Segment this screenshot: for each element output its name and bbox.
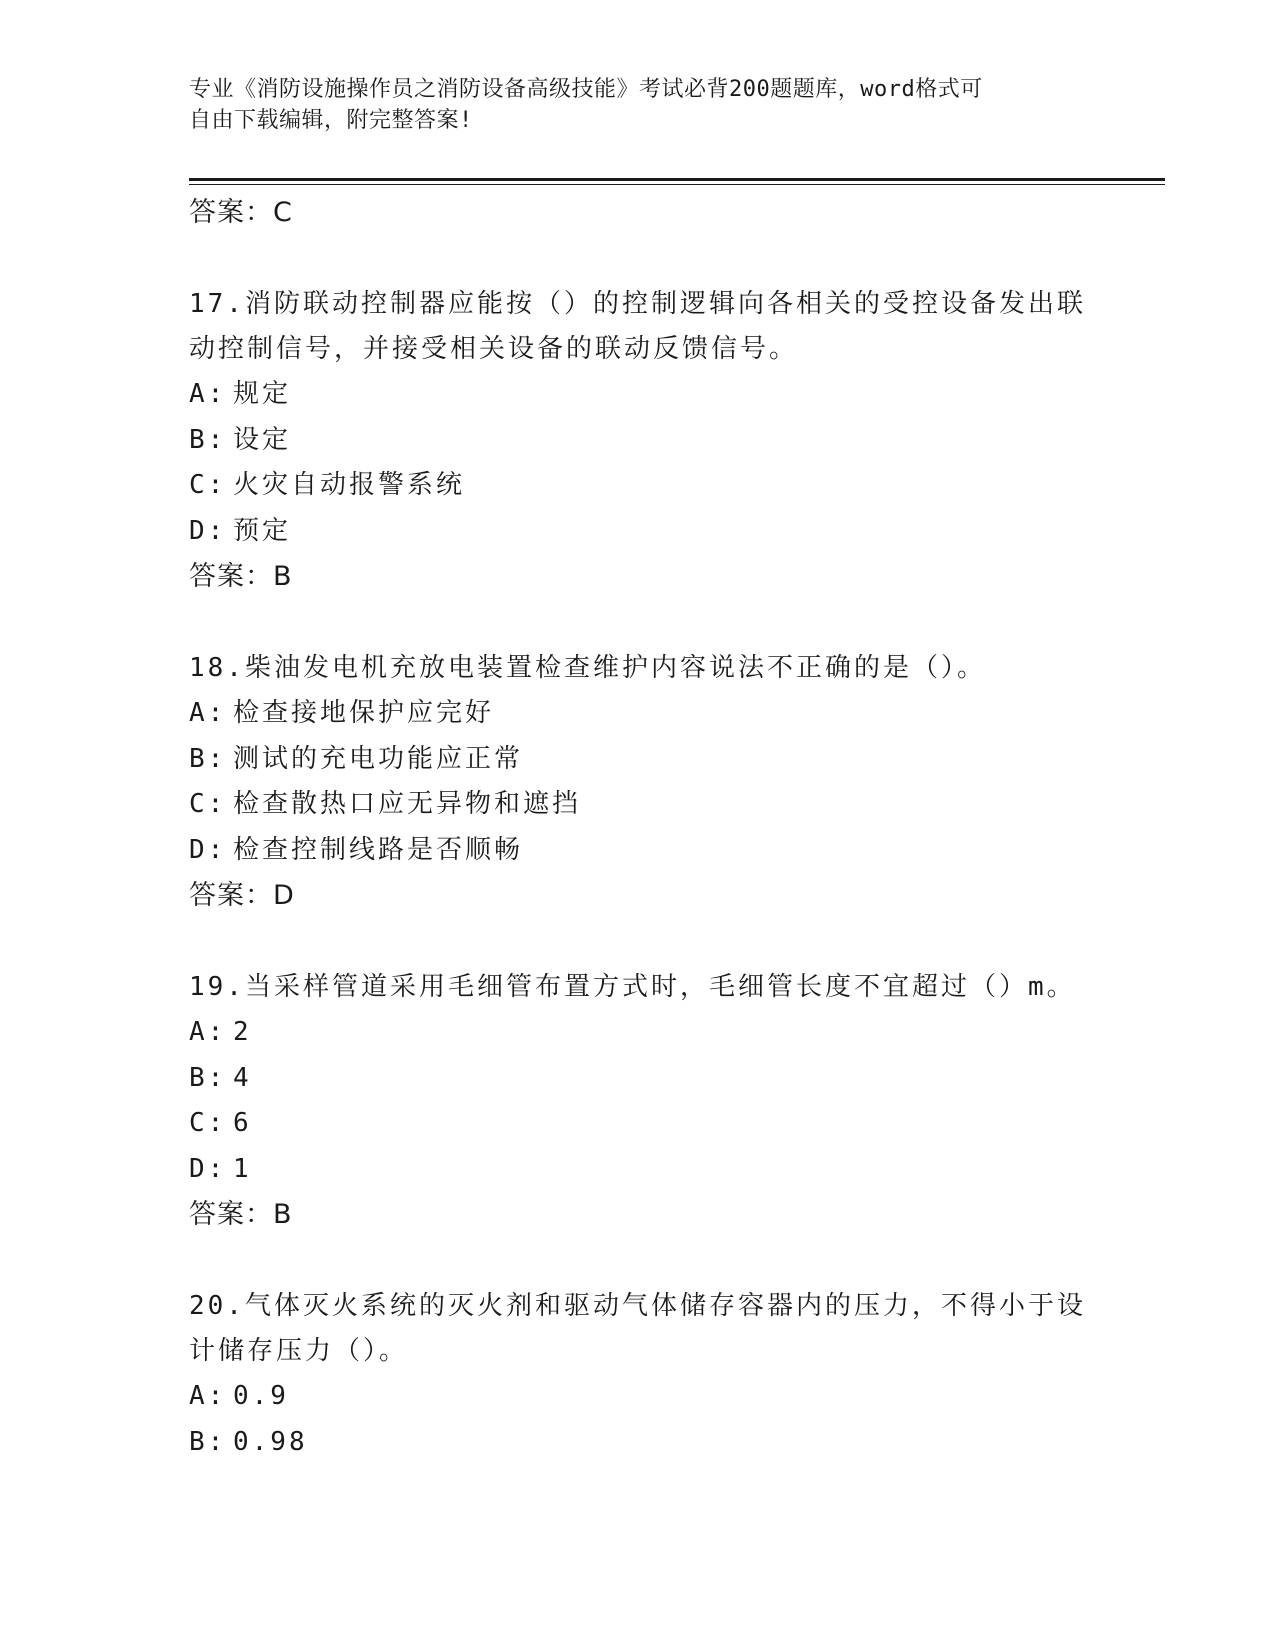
option-text: 6 — [233, 1108, 252, 1138]
question-18 — [189, 646, 1089, 918]
option-letter: A: — [189, 379, 227, 409]
answer-line — [189, 190, 1089, 235]
question-stem-line: 18.柴油发电机充放电装置检查维护内容说法不正确的是（）。 — [189, 653, 986, 683]
answer-label: 答案： — [189, 197, 273, 228]
option-text: 1 — [233, 1153, 252, 1184]
option-a — [189, 1010, 1089, 1056]
question-19 — [189, 965, 1089, 1237]
option-letter: A: — [189, 698, 227, 728]
question-stem-line: 19.当采样管道采用毛细管布置方式时，毛细管长度不宜超过（）m。 — [189, 972, 1076, 1002]
option-text: 设定 — [233, 424, 292, 455]
option-letter: B: — [189, 424, 227, 455]
question-stem-line: 17.消防联动控制器应能按（）的控制逻辑向各相关的受控设备发出联 — [189, 289, 1086, 319]
option-d — [189, 1147, 1089, 1193]
option-letter: B: — [189, 1062, 227, 1093]
question-list — [189, 190, 1089, 1465]
answer-line — [189, 873, 1089, 918]
option-a — [189, 372, 1089, 418]
header-divider-thin — [189, 184, 1165, 185]
option-b — [189, 1056, 1089, 1102]
question-stem-line: 动控制信号，并接受相关设备的联动反馈信号。 — [189, 334, 799, 364]
question-stem-line: 20.气体灭火系统的灭火剂和驱动气体储存容器内的压力，不得小于设 — [189, 1291, 1086, 1321]
option-letter: D: — [189, 1153, 227, 1184]
option-text: 测试的充电功能应正常 — [233, 743, 524, 774]
option-letter: A: — [189, 1381, 227, 1411]
answer-value: D — [273, 880, 295, 911]
option-letter: B: — [189, 1426, 227, 1457]
option-text: 0.9 — [233, 1381, 289, 1411]
option-text: 2 — [233, 1017, 252, 1047]
option-text: 规定 — [233, 379, 292, 409]
answer-line — [189, 554, 1089, 599]
option-letter: D: — [189, 834, 227, 865]
option-a — [189, 1374, 1089, 1420]
answer-label: 答案： — [189, 561, 273, 592]
option-letter: B: — [189, 743, 227, 774]
header-line-2: 自由下载编辑，附完整答案! — [189, 108, 473, 133]
option-text: 检查接地保护应完好 — [233, 698, 495, 728]
answer-value: B — [273, 1199, 293, 1230]
option-letter: C: — [189, 1108, 227, 1138]
question-20 — [189, 1284, 1089, 1465]
answer-value: C — [273, 197, 293, 228]
option-letter: D: — [189, 515, 227, 546]
answer-label: 答案： — [189, 880, 273, 911]
option-text: 4 — [233, 1062, 252, 1093]
option-text: 预定 — [233, 515, 292, 546]
option-c — [189, 1101, 1089, 1147]
document-header — [189, 74, 1089, 136]
header-divider-thick — [189, 178, 1165, 181]
option-d — [189, 828, 1089, 874]
question-17 — [189, 282, 1089, 599]
header-line-1: 专业《消防设施操作员之消防设备高级技能》考试必背200题题库，word格式可 — [189, 77, 983, 102]
answer-value: B — [273, 561, 293, 592]
option-b — [189, 418, 1089, 464]
option-text: 检查控制线路是否顺畅 — [233, 834, 524, 865]
option-letter: C: — [189, 470, 227, 500]
option-letter: C: — [189, 789, 227, 819]
option-d — [189, 509, 1089, 555]
option-a — [189, 691, 1089, 737]
option-letter: A: — [189, 1017, 227, 1047]
option-text: 火灾自动报警系统 — [233, 470, 466, 500]
option-c — [189, 463, 1089, 509]
option-c — [189, 782, 1089, 828]
option-b — [189, 1420, 1089, 1466]
answer-label: 答案： — [189, 1199, 273, 1230]
option-text: 检查散热口应无异物和遮挡 — [233, 789, 582, 819]
answer-line — [189, 1192, 1089, 1237]
option-text: 0.98 — [233, 1426, 308, 1457]
question-stem-line: 计储存压力（）。 — [189, 1336, 409, 1366]
option-b — [189, 737, 1089, 783]
